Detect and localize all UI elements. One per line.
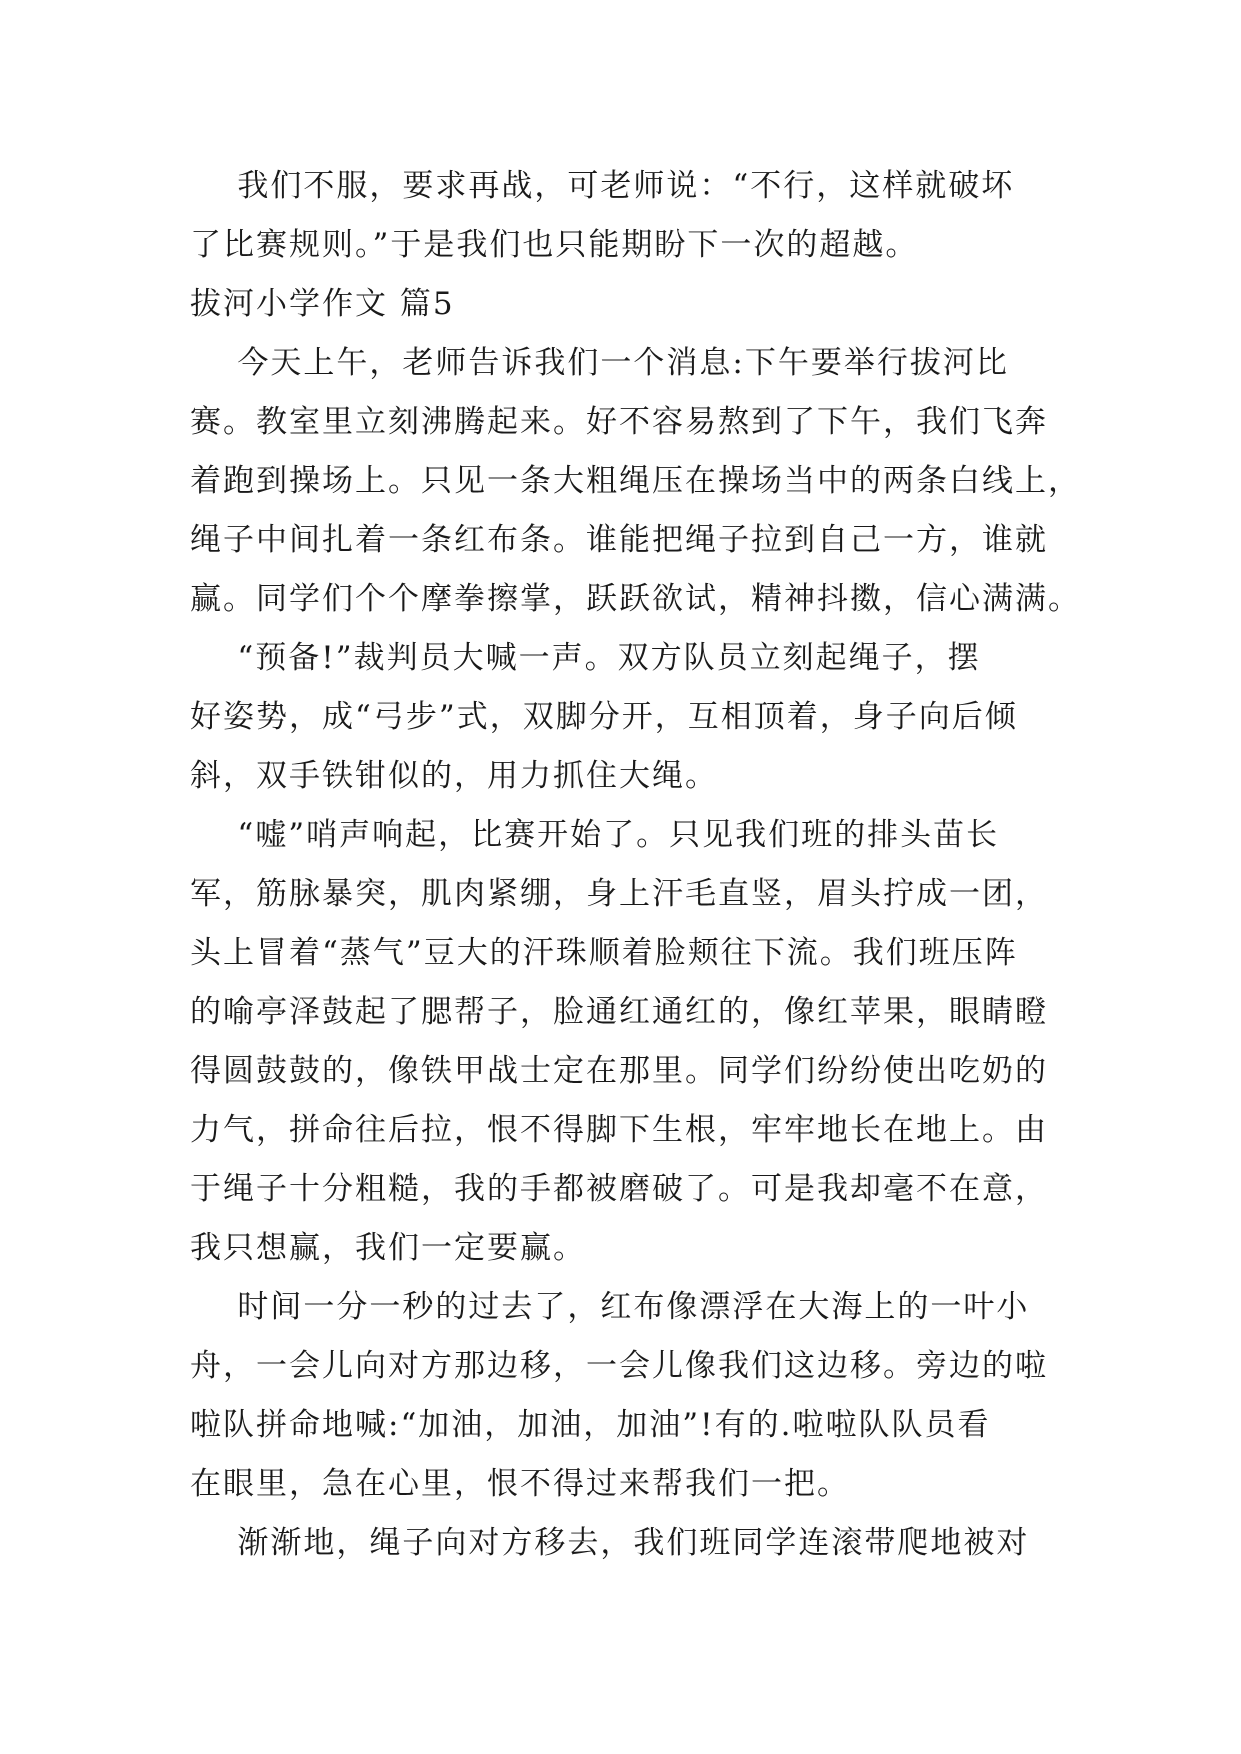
text-line: 军，筋脉暴突，肌肉紧绷，身上汗毛直竖，眉头拧成一团，	[190, 876, 1048, 912]
text-line: 好姿势，成“弓步”式，双脚分开，互相顶着，身子向后倾	[190, 699, 1018, 735]
text-line: 赢。同学们个个摩拳擦掌，跃跃欲试，精神抖擞，信心满满。	[190, 581, 1081, 617]
text-line: 着跑到操场上。只见一条大粗绳压在操场当中的两条白线上，	[190, 463, 1081, 499]
text-line: 斜，双手铁钳似的，用力抓住大绳。	[190, 758, 718, 794]
text-line: 时间一分一秒的过去了，红布像漂浮在大海上的一叶小	[190, 1289, 1030, 1325]
text-line: 啦队拼命地喊:“加油，加油，加油”!有的.啦啦队队员看	[190, 1407, 991, 1443]
text-line: 赛。教室里立刻沸腾起来。好不容易熬到了下午，我们飞奔	[190, 404, 1048, 440]
essay-body	[190, 157, 1081, 1573]
text-line: 渐渐地，绳子向对方移去，我们班同学连滚带爬地被对	[190, 1525, 1030, 1561]
text-line: 我们不服，要求再战，可老师说：“不行，这样就破坏	[190, 168, 1015, 204]
text-line: 了比赛规则。”于是我们也只能期盼下一次的超越。	[190, 227, 919, 263]
section-heading: 拔河小学作文 篇5	[190, 286, 455, 322]
text-line: 于绳子十分粗糙，我的手都被磨破了。可是我却毫不在意，	[190, 1171, 1048, 1207]
text-line: 舟，一会儿向对方那边移，一会儿像我们这边移。旁边的啦	[190, 1348, 1048, 1384]
text-line: 在眼里，急在心里，恨不得过来帮我们一把。	[190, 1466, 850, 1502]
text-line: 头上冒着“蒸气”豆大的汗珠顺着脸颊往下流。我们班压阵	[190, 935, 1018, 971]
text-line: 绳子中间扎着一条红布条。谁能把绳子拉到自己一方，谁就	[190, 522, 1048, 558]
text-line: 得圆鼓鼓的，像铁甲战士定在那里。同学们纷纷使出吃奶的	[190, 1053, 1048, 1089]
text-line: “嘘”哨声响起，比赛开始了。只见我们班的排头苗长	[190, 817, 1000, 853]
text-line: 力气，拼命往后拉，恨不得脚下生根，牢牢地长在地上。由	[190, 1112, 1048, 1148]
text-line: 我只想赢，我们一定要赢。	[190, 1230, 586, 1266]
text-line: “预备!”裁判员大喊一声。双方队员立刻起绳子，摆	[190, 640, 981, 676]
text-line: 的喻亭泽鼓起了腮帮子，脸通红通红的，像红苹果，眼睛瞪	[190, 994, 1048, 1030]
text-line: 今天上午，老师告诉我们一个消息:下午要举行拔河比	[190, 345, 1009, 381]
